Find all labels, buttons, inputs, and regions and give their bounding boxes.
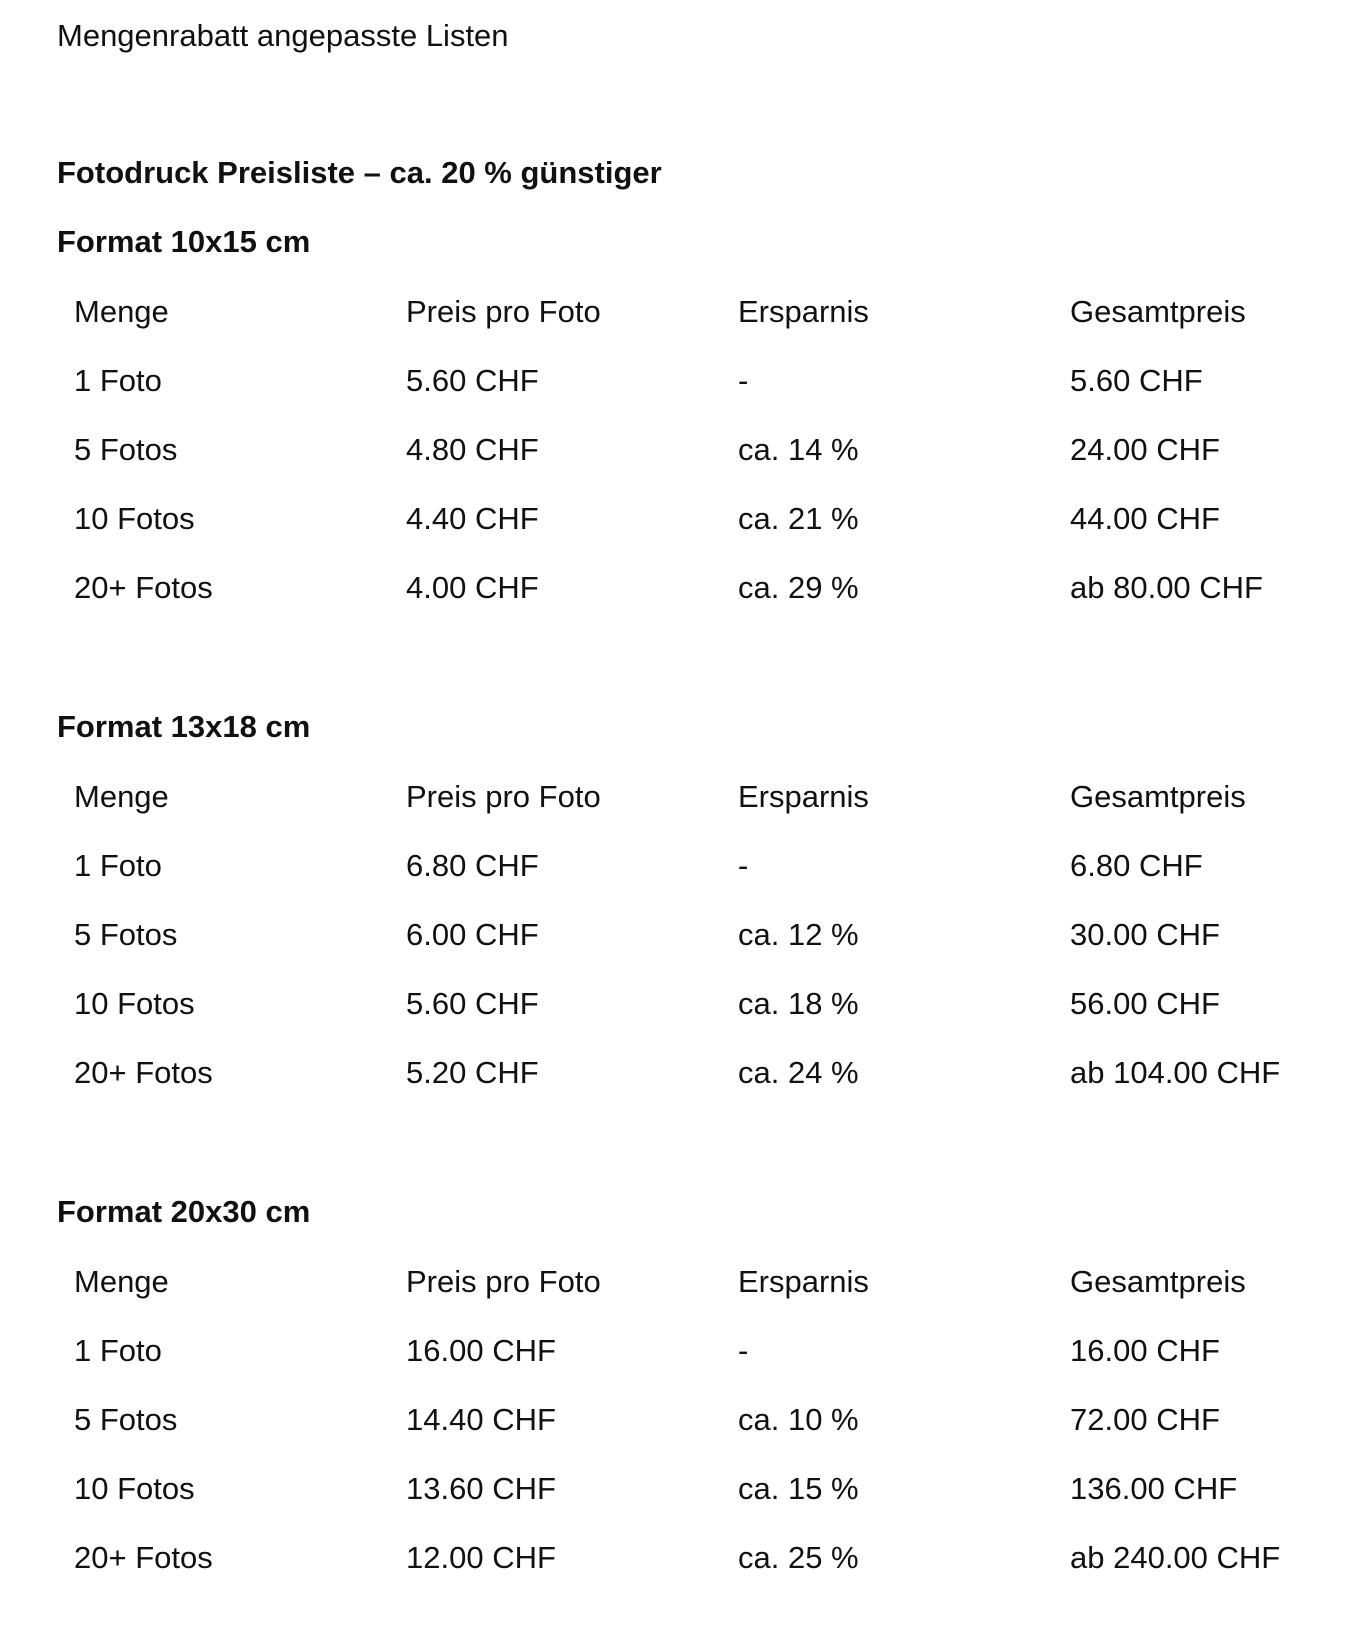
price-table [74, 1262, 1314, 1607]
unit-price-cell: 13.60 CHF [406, 1471, 556, 1506]
quantity-cell: 20+ Fotos [74, 1540, 213, 1575]
total-price-cell: 56.00 CHF [1070, 986, 1220, 1021]
unit-price-cell: 5.60 CHF [406, 363, 539, 398]
quantity-cell: 5 Fotos [74, 1402, 178, 1437]
total-price-cell: ab 104.00 CHF [1070, 1055, 1281, 1090]
total-price-cell: 72.00 CHF [1070, 1402, 1220, 1437]
table-row [74, 499, 1314, 568]
quantity-cell: 1 Foto [74, 1333, 162, 1368]
column-header-preis-pro-foto: Preis pro Foto [406, 1264, 601, 1299]
quantity-cell: 10 Fotos [74, 1471, 195, 1506]
table-header-row [74, 292, 1314, 361]
quantity-cell: 1 Foto [74, 363, 162, 398]
savings-cell: ca. 15 % [738, 1471, 859, 1506]
table-row [74, 915, 1314, 984]
column-header-menge: Menge [74, 779, 169, 814]
savings-cell: ca. 12 % [738, 917, 859, 952]
table-row [74, 1331, 1314, 1400]
column-header-preis-pro-foto: Preis pro Foto [406, 294, 601, 329]
table-row [74, 568, 1314, 637]
column-header-menge: Menge [74, 294, 169, 329]
savings-cell: ca. 25 % [738, 1540, 859, 1575]
column-header-gesamtpreis: Gesamtpreis [1070, 1264, 1246, 1299]
column-header-gesamtpreis: Gesamtpreis [1070, 779, 1246, 814]
quantity-cell: 10 Fotos [74, 501, 195, 536]
document-title: Mengenrabatt angepasste Listen [57, 18, 509, 53]
quantity-cell: 10 Fotos [74, 986, 195, 1021]
total-price-cell: 136.00 CHF [1070, 1471, 1238, 1506]
unit-price-cell: 5.60 CHF [406, 986, 539, 1021]
quantity-cell: 20+ Fotos [74, 1055, 213, 1090]
unit-price-cell: 12.00 CHF [406, 1540, 556, 1575]
price-list-heading: Fotodruck Preisliste – ca. 20 % günstiger [57, 155, 662, 190]
table-row [74, 846, 1314, 915]
total-price-cell: 6.80 CHF [1070, 848, 1203, 883]
table-row [74, 1053, 1314, 1122]
table-row [74, 430, 1314, 499]
savings-cell: ca. 18 % [738, 986, 859, 1021]
savings-cell: - [738, 848, 749, 883]
total-price-cell: ab 80.00 CHF [1070, 570, 1263, 605]
savings-cell: ca. 10 % [738, 1402, 859, 1437]
quantity-cell: 5 Fotos [74, 917, 178, 952]
table-row [74, 984, 1314, 1053]
savings-cell: ca. 24 % [738, 1055, 859, 1090]
quantity-cell: 5 Fotos [74, 432, 178, 467]
table-row [74, 1400, 1314, 1469]
column-header-menge: Menge [74, 1264, 169, 1299]
format-heading: Format 13x18 cm [57, 709, 311, 744]
column-header-ersparnis: Ersparnis [738, 1264, 869, 1299]
unit-price-cell: 16.00 CHF [406, 1333, 556, 1368]
total-price-cell: 16.00 CHF [1070, 1333, 1220, 1368]
column-header-ersparnis: Ersparnis [738, 779, 869, 814]
format-heading: Format 10x15 cm [57, 224, 311, 259]
column-header-preis-pro-foto: Preis pro Foto [406, 779, 601, 814]
quantity-cell: 20+ Fotos [74, 570, 213, 605]
unit-price-cell: 6.80 CHF [406, 848, 539, 883]
unit-price-cell: 4.00 CHF [406, 570, 539, 605]
table-header-row [74, 1262, 1314, 1331]
unit-price-cell: 5.20 CHF [406, 1055, 539, 1090]
table-row [74, 1538, 1314, 1607]
total-price-cell: 24.00 CHF [1070, 432, 1220, 467]
column-header-gesamtpreis: Gesamtpreis [1070, 294, 1246, 329]
savings-cell: - [738, 363, 749, 398]
savings-cell: ca. 29 % [738, 570, 859, 605]
unit-price-cell: 4.80 CHF [406, 432, 539, 467]
format-heading: Format 20x30 cm [57, 1194, 311, 1229]
total-price-cell: ab 240.00 CHF [1070, 1540, 1281, 1575]
column-header-ersparnis: Ersparnis [738, 294, 869, 329]
total-price-cell: 30.00 CHF [1070, 917, 1220, 952]
total-price-cell: 5.60 CHF [1070, 363, 1203, 398]
total-price-cell: 44.00 CHF [1070, 501, 1220, 536]
price-table [74, 292, 1314, 637]
savings-cell: ca. 14 % [738, 432, 859, 467]
unit-price-cell: 4.40 CHF [406, 501, 539, 536]
quantity-cell: 1 Foto [74, 848, 162, 883]
table-header-row [74, 777, 1314, 846]
unit-price-cell: 14.40 CHF [406, 1402, 556, 1437]
savings-cell: ca. 21 % [738, 501, 859, 536]
unit-price-cell: 6.00 CHF [406, 917, 539, 952]
table-row [74, 1469, 1314, 1538]
price-table [74, 777, 1314, 1122]
savings-cell: - [738, 1333, 749, 1368]
table-row [74, 361, 1314, 430]
